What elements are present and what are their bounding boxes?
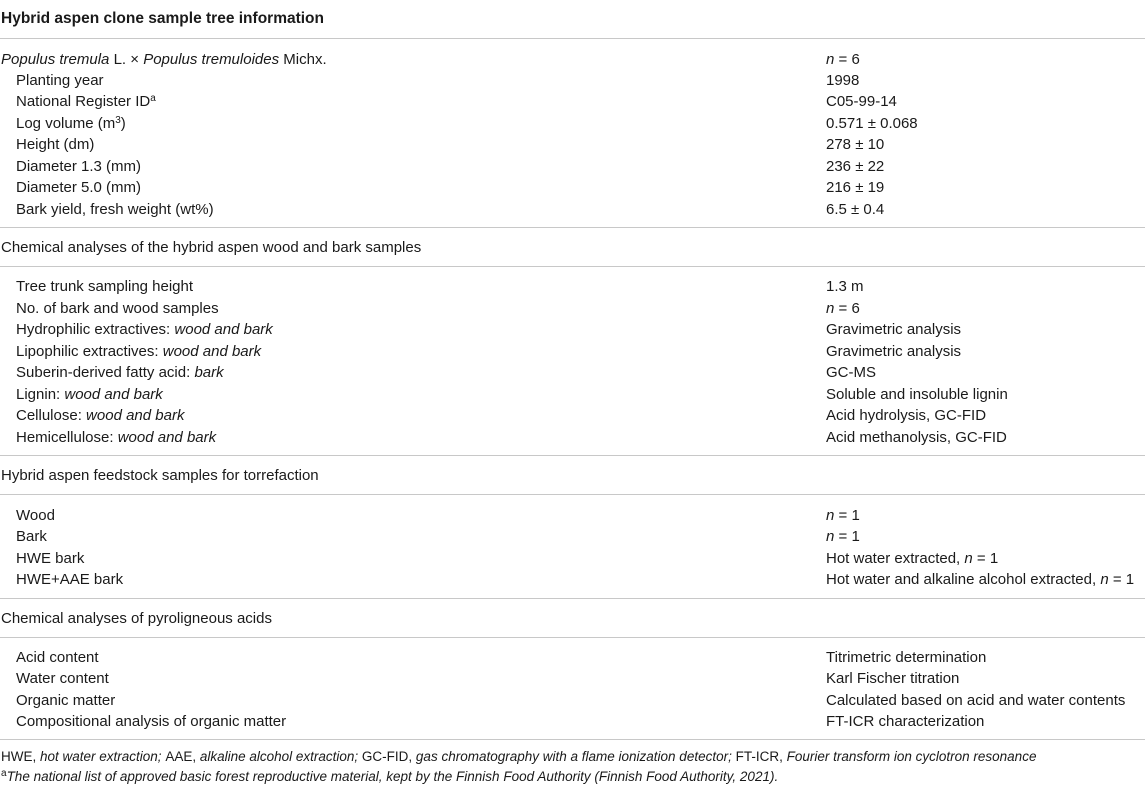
table-row — [0, 647, 1145, 668]
table-row — [0, 49, 1145, 70]
section-heading: Chemical analyses of pyroligneous acids — [1, 610, 272, 627]
table-row — [0, 177, 1145, 198]
row-label: Organic matter — [16, 692, 116, 709]
row-label: Water content — [16, 670, 109, 687]
row-value: FT-ICR characterization — [826, 713, 985, 730]
row-value: n = 6 — [826, 300, 860, 317]
row-value: Hot water extracted, n = 1 — [826, 550, 999, 567]
row-value: n = 1 — [826, 528, 860, 545]
divider — [0, 739, 1145, 740]
row-label: Hemicellulose: wood and bark — [16, 429, 217, 446]
table-row — [0, 548, 1145, 569]
row-label: Wood — [16, 507, 55, 524]
row-label: Lignin: wood and bark — [16, 386, 163, 403]
table-row — [0, 362, 1145, 383]
table-title: Hybrid aspen clone sample tree information — [1, 10, 324, 27]
table-row — [0, 199, 1145, 220]
table-row — [0, 384, 1145, 405]
row-value: 236 ± 22 — [826, 158, 885, 175]
table-row — [0, 70, 1145, 91]
table-row — [0, 526, 1145, 547]
divider — [0, 598, 1145, 599]
row-value: 1.3 m — [826, 278, 864, 295]
divider — [0, 266, 1145, 267]
table-row — [0, 341, 1145, 362]
row-value: C05-99-14 — [826, 93, 897, 110]
table-row — [0, 298, 1145, 319]
row-label: Tree trunk sampling height — [16, 278, 194, 295]
row-label: Lipophilic extractives: wood and bark — [16, 343, 262, 360]
divider — [0, 38, 1145, 39]
row-label: Suberin-derived fatty acid: bark — [16, 364, 224, 381]
divider — [0, 637, 1145, 638]
row-value: Acid methanolysis, GC-FID — [826, 429, 1007, 446]
table-row — [0, 319, 1145, 340]
table-row — [0, 91, 1145, 112]
row-label: Bark — [16, 528, 47, 545]
row-label: Log volume $(m^3)$ — [16, 115, 126, 132]
table-row — [0, 405, 1145, 426]
row-value: Karl Fischer titration — [826, 670, 960, 687]
table-row — [0, 711, 1145, 732]
row-label: Height (dm) — [16, 136, 95, 153]
table-row — [0, 505, 1145, 526]
row-label: Cellulose: wood and bark — [16, 407, 185, 424]
row-label: Compositional analysis of organic matter — [16, 713, 287, 730]
species-cell: Populus tremula L. × Populus tremuloides Michx. — [1, 51, 327, 68]
divider — [0, 227, 1145, 228]
row-label: No. of bark and wood samples — [16, 300, 219, 317]
row-label: Hydrophilic extractives: wood and bark — [16, 321, 273, 338]
row-label: Planting year — [16, 72, 104, 89]
row-value: Titrimetric determination — [826, 649, 987, 666]
row-value: 278 ± 10 — [826, 136, 885, 153]
table-row — [0, 156, 1145, 177]
table-row — [0, 113, 1145, 134]
row-value: n = 1 — [826, 507, 860, 524]
row-value: Calculated based on acid and water contents — [826, 692, 1126, 709]
row-label: Acid content — [16, 649, 99, 666]
row-value: 6.5 ± 0.4 — [826, 201, 885, 218]
footnote-a: $^a$The national list of approved basic forest reproductive material, kept by the Finnish Food Authority (Finnish Food Authority, 2021). — [1, 768, 779, 784]
table-row — [0, 569, 1145, 590]
table-row — [0, 427, 1145, 448]
abbreviations-footnote: HWE, hot water extraction; AAE, alkaline alcohol extraction; GC-FID, gas chromatography with a flame ionization detector; FT-ICR, Fourier transform ion cyclotron resonance — [1, 749, 1037, 764]
row-value: 1998 — [826, 72, 860, 89]
divider — [0, 455, 1145, 456]
row-label: Bark yield, fresh weight (wt%) — [16, 201, 214, 218]
row-value: 216 ± 19 — [826, 179, 885, 196]
row-value: Gravimetric analysis — [826, 321, 962, 338]
sample-count-cell: n = 6 — [826, 51, 860, 68]
row-label: Diameter 1.3 (mm) — [16, 158, 142, 175]
section-heading: Hybrid aspen feedstock samples for torrefaction — [1, 467, 319, 484]
row-value: GC-MS — [826, 364, 876, 381]
row-label: HWE bark — [16, 550, 85, 567]
footnote-marker: a — [150, 93, 156, 104]
divider — [0, 494, 1145, 495]
table-row — [0, 690, 1145, 711]
row-value: Gravimetric analysis — [826, 343, 962, 360]
row-value: 0.571 ± 0.068 — [826, 115, 918, 132]
row-value: Soluble and insoluble lignin — [826, 386, 1008, 403]
table-row — [0, 276, 1145, 297]
table-row — [0, 668, 1145, 689]
row-label: National Register $ID^a$ — [16, 93, 156, 110]
row-label: Diameter 5.0 (mm) — [16, 179, 142, 196]
row-value: Hot water and alkaline alcohol extracted, n = 1 — [826, 571, 1135, 588]
section-heading: Chemical analyses of the hybrid aspen wood and bark samples — [1, 239, 422, 256]
table-row — [0, 134, 1145, 155]
row-label: HWE+AAE bark — [16, 571, 124, 588]
row-value: Acid hydrolysis, GC-FID — [826, 407, 987, 424]
